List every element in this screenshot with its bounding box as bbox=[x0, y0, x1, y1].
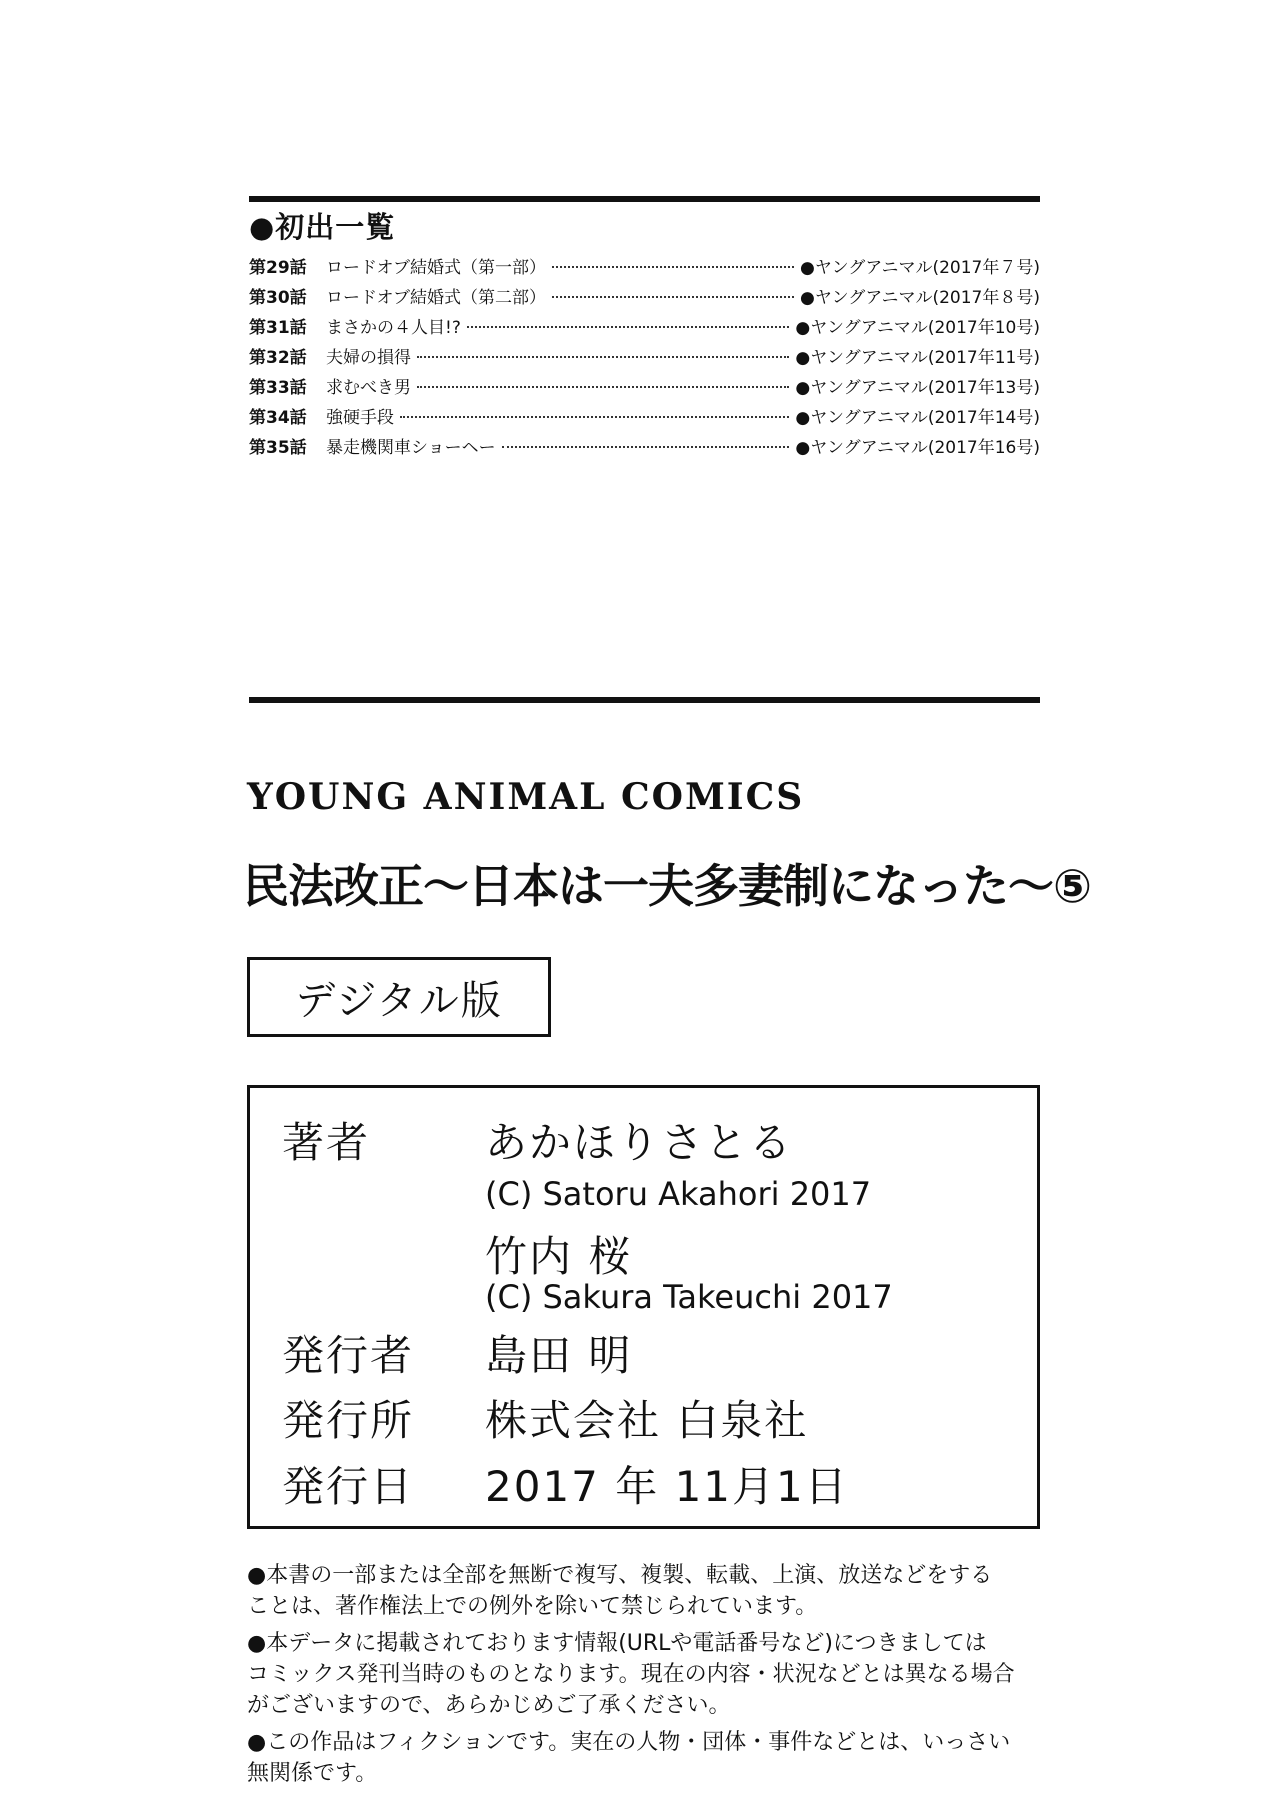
notice-line: 無関係です。 bbox=[247, 1761, 378, 1786]
notice-data-info bbox=[247, 1628, 1067, 1721]
episode-title: ロードオブ結婚式（第一部） bbox=[326, 258, 546, 278]
magazine-issue: ●ヤングアニマル(2017年10号) bbox=[795, 318, 1040, 338]
author-name: あかほりさとる bbox=[485, 1118, 794, 1167]
author-copyright: (C) Sakura Takeuchi 2017 bbox=[485, 1278, 893, 1316]
episode-title: 強硬手段 bbox=[326, 408, 394, 428]
notice-line: コミックス発刊当時のものとなります。現在の内容・状況などとは異なる場合 bbox=[247, 1662, 1015, 1687]
episode-number: 第29話 bbox=[249, 258, 307, 278]
dot-leader bbox=[467, 326, 790, 328]
top-rule bbox=[249, 196, 1040, 202]
book-title: 民法改正～日本は一夫多妻制になった～⑤ bbox=[243, 859, 1091, 913]
episode-title: 暴走機関車ショーヘー bbox=[326, 438, 496, 458]
magazine-issue: ●ヤングアニマル(2017年14号) bbox=[795, 408, 1040, 428]
episode-number: 第32話 bbox=[249, 348, 307, 368]
magazine-issue: ●ヤングアニマル(2017年16号) bbox=[795, 438, 1040, 458]
magazine-issue: ●ヤングアニマル(2017年７号) bbox=[799, 258, 1040, 278]
author-name: 竹内 桜 bbox=[485, 1232, 633, 1281]
publish-date: 2017 年 11月1日 bbox=[485, 1462, 849, 1511]
list-item bbox=[249, 433, 1040, 463]
episode-number: 第35話 bbox=[249, 438, 307, 458]
episode-number: 第33話 bbox=[249, 378, 307, 398]
notice-line: がございますので、あらかじめご了承ください。 bbox=[247, 1693, 731, 1718]
list-item bbox=[249, 313, 1040, 343]
edition-label: デジタル版 bbox=[295, 977, 503, 1024]
publisher-person-label: 発行者 bbox=[282, 1331, 415, 1380]
publisher-person: 島田 明 bbox=[485, 1331, 633, 1380]
first-appearance-heading: ●初出一覧 bbox=[249, 210, 396, 244]
notice-fiction bbox=[247, 1727, 1067, 1789]
notice-line: ●本データに掲載されております情報(URLや電話番号など)につきましては bbox=[247, 1631, 987, 1656]
publisher-label: 発行所 bbox=[282, 1396, 415, 1445]
dot-leader bbox=[552, 266, 794, 268]
dot-leader bbox=[417, 356, 789, 358]
list-item bbox=[249, 343, 1040, 373]
notice-line: ことは、著作権法上での例外を除いて禁じられています。 bbox=[247, 1594, 818, 1619]
episode-title: ロードオブ結婚式（第二部） bbox=[326, 288, 546, 308]
list-item bbox=[249, 283, 1040, 313]
legal-notices bbox=[247, 1560, 1067, 1789]
notice-line: ●この作品はフィクションです。実在の人物・団体・事件などとは、いっさい bbox=[247, 1730, 1011, 1755]
magazine-issue: ●ヤングアニマル(2017年８号) bbox=[799, 288, 1040, 308]
first-appearance-list bbox=[249, 253, 1040, 463]
notice-line: ●本書の一部または全部を無断で複写、複製、転載、上演、放送などをする bbox=[247, 1563, 993, 1588]
episode-number: 第31話 bbox=[249, 318, 307, 338]
episode-number: 第30話 bbox=[249, 288, 307, 308]
list-item bbox=[249, 403, 1040, 433]
publisher-name: 株式会社 白泉社 bbox=[485, 1396, 809, 1445]
list-item bbox=[249, 373, 1040, 403]
episode-title: 夫婦の損得 bbox=[326, 348, 411, 368]
colophon-box bbox=[247, 1085, 1040, 1529]
dot-leader bbox=[417, 386, 789, 388]
dot-leader bbox=[502, 446, 790, 448]
list-item bbox=[249, 253, 1040, 283]
magazine-issue: ●ヤングアニマル(2017年11号) bbox=[795, 348, 1040, 368]
publish-date-label: 発行日 bbox=[282, 1462, 415, 1511]
imprint-name: YOUNG ANIMAL COMICS bbox=[247, 776, 805, 818]
author-copyright: (C) Satoru Akahori 2017 bbox=[485, 1175, 872, 1213]
edition-badge bbox=[247, 957, 551, 1037]
author-label: 著者 bbox=[282, 1118, 371, 1167]
dot-leader bbox=[400, 416, 789, 418]
magazine-issue: ●ヤングアニマル(2017年13号) bbox=[795, 378, 1040, 398]
episode-title: まさかの４人目!? bbox=[326, 318, 461, 338]
episode-number: 第34話 bbox=[249, 408, 307, 428]
episode-title: 求むべき男 bbox=[326, 378, 411, 398]
section-rule bbox=[249, 697, 1040, 703]
dot-leader bbox=[552, 296, 794, 298]
notice-copyright bbox=[247, 1560, 1067, 1622]
